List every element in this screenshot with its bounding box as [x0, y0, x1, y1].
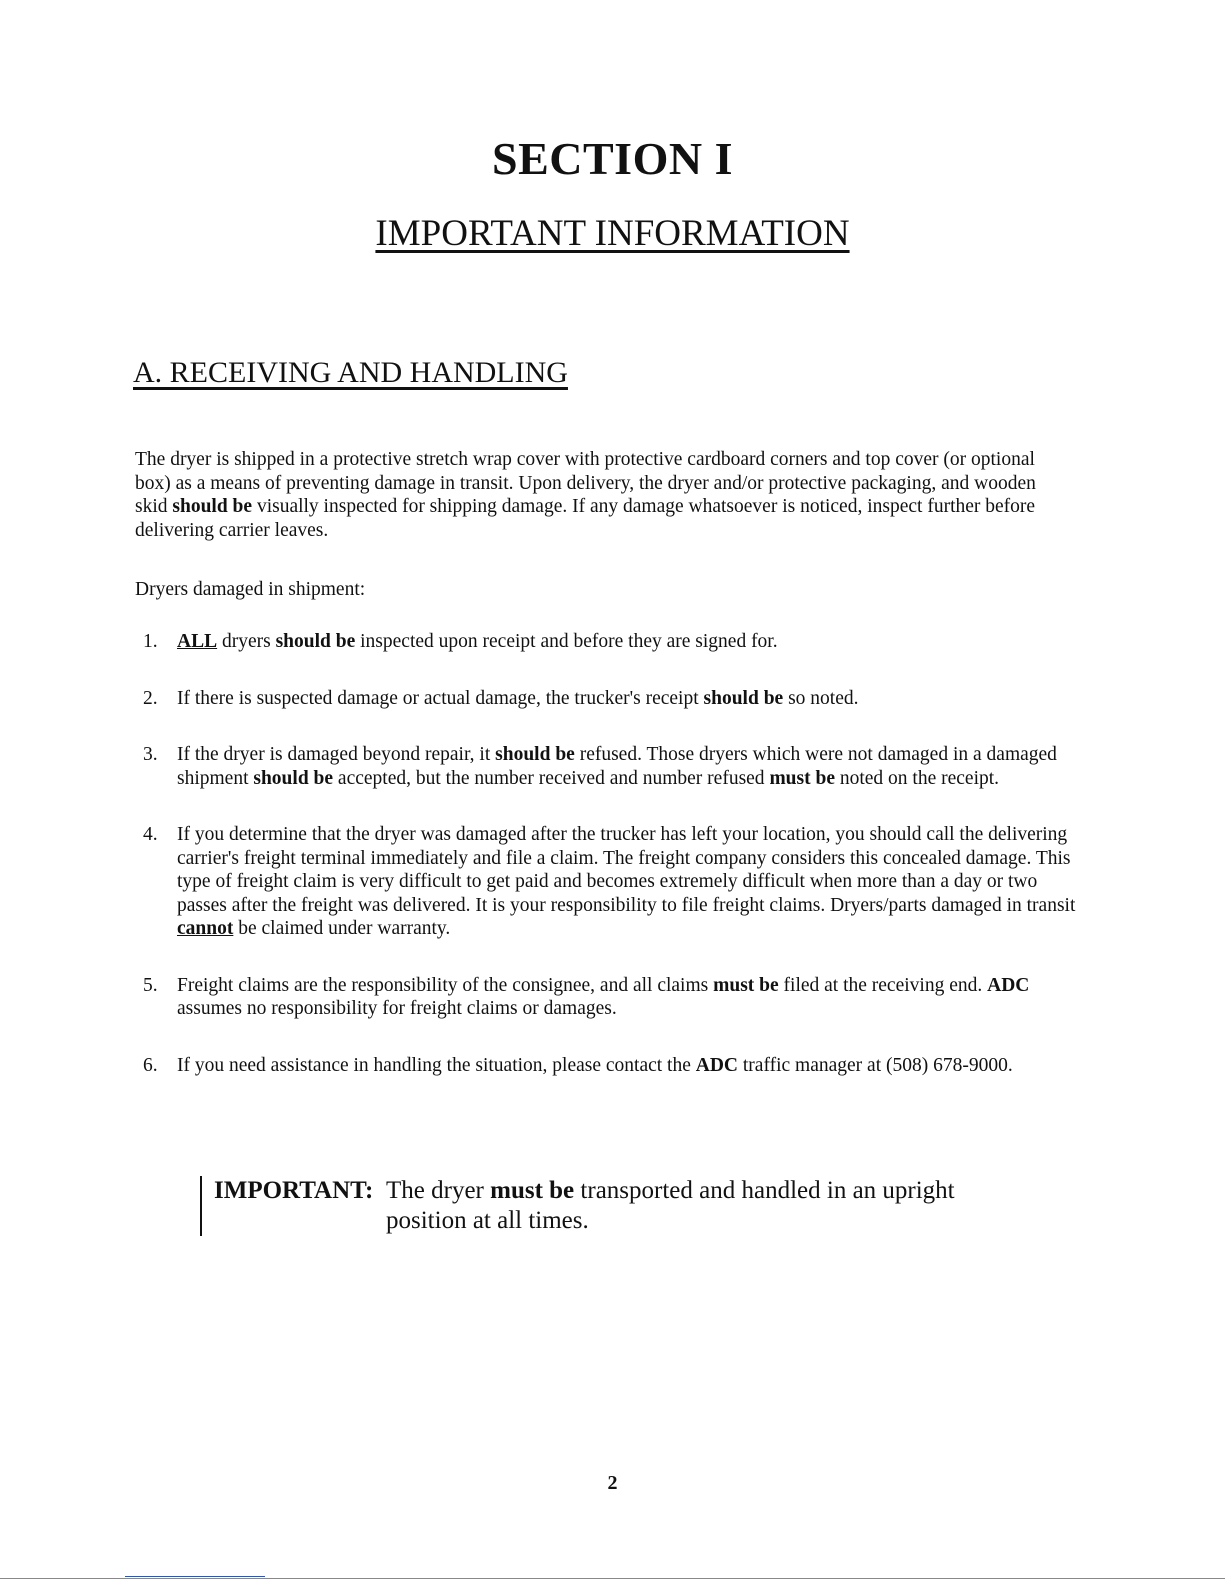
item-text-part: If the dryer is damaged beyond repair, it — [177, 744, 496, 765]
item-emphasis: should be — [253, 767, 334, 789]
item-emphasis: should be — [275, 631, 356, 652]
item-emphasis: ALL — [177, 631, 218, 652]
item-text — [177, 687, 1078, 711]
page-bottom-rule — [0, 1578, 1225, 1579]
item-text-part: Freight claims are the responsibility of the consignee, and all claims — [177, 974, 714, 996]
list-item-6 — [143, 1054, 1078, 1078]
item-text-part: If there is suspected damage or actual damage, the trucker's receipt — [177, 687, 704, 709]
notice-text-part: transported and handled in an upright position at all times. — [386, 1177, 955, 1234]
item-text-part: assumes no responsibility for freight claims or damages. — [177, 998, 617, 1019]
page-bottom-mark — [125, 1576, 265, 1577]
item-text-part: dryers — [217, 631, 276, 652]
item-text-part: accepted, but the number received and number refused — [333, 767, 770, 789]
list-item-2 — [143, 687, 1078, 711]
item-text-part: inspected upon receipt and before they are signed for. — [355, 631, 778, 652]
list-item-4 — [143, 823, 1078, 941]
item-text — [177, 743, 1078, 790]
intro-paragraph — [135, 448, 1070, 542]
item-emphasis: must be — [769, 767, 835, 789]
item-number: 1. — [143, 631, 158, 652]
item-text-part: noted on the receipt. — [834, 767, 1000, 789]
item-number: 5. — [143, 974, 158, 996]
item-number: 2. — [143, 687, 158, 709]
item-text — [177, 630, 1078, 654]
item-text-part: filed at the receiving end. — [778, 974, 988, 996]
list-item-1 — [143, 630, 1078, 654]
section-heading: A. RECEIVING AND HANDLING — [133, 356, 568, 389]
list-lead: Dryers damaged in shipment: — [135, 579, 366, 600]
item-text-part: If you need assistance in handling the situation, please contact the — [177, 1054, 696, 1076]
item-text-part: traffic manager at (508) 678-9000. — [738, 1054, 1013, 1076]
item-emphasis: should be — [495, 744, 575, 765]
item-text — [177, 823, 1078, 941]
list-item-5 — [143, 974, 1078, 1021]
notice-label: IMPORTANT: — [214, 1177, 374, 1204]
item-number: 3. — [143, 744, 158, 765]
damage-procedure-list — [143, 630, 1078, 1110]
item-text-part: so noted. — [783, 687, 859, 709]
item-text — [177, 974, 1078, 1021]
item-emphasis: must be — [713, 974, 779, 996]
page-title: SECTION I — [492, 133, 733, 184]
item-emphasis: ADC — [695, 1054, 739, 1076]
item-text-part: If you determine that the dryer was damaged after the trucker has left your location, you should call the delivering carrier's freight terminal immediately and file a claim. The freight company considers this concealed damage. This type of freight claim is very difficult to get paid and becomes extremely difficult when more than a day or two passes after the freight was delivered. It is your responsibility to file freight claims. Dryers/parts damaged in transit — [177, 824, 1076, 916]
intro-emphasis: should be — [172, 496, 253, 517]
item-number: 4. — [143, 824, 158, 845]
item-text-part: be claimed under warranty. — [233, 918, 451, 939]
item-emphasis: ADC — [987, 974, 1030, 996]
page-number: 2 — [607, 1472, 618, 1494]
list-item-3 — [143, 743, 1078, 790]
item-text-part: refused. Those dryers which were not damaged in a damaged shipment — [177, 744, 1057, 789]
page-subtitle: IMPORTANT INFORMATION — [375, 213, 850, 254]
item-number: 6. — [143, 1054, 158, 1076]
item-emphasis: cannot — [177, 918, 234, 939]
notice-text — [386, 1176, 1016, 1236]
notice-emphasis: must be — [490, 1177, 575, 1204]
intro-text-end: visually inspected for shipping damage. If any damage whatsoever is noticed, inspect further before delivering carrier leaves. — [135, 496, 1036, 541]
important-notice — [200, 1176, 1094, 1236]
item-text — [177, 1054, 1078, 1078]
intro-text-start: The dryer is shipped in a protective stretch wrap cover with protective cardboard corners and top cover (or optional box) as a means of preventing damage in transit. Upon delivery, the dryer and/or protective packaging, and wooden skid — [135, 449, 1036, 517]
notice-text-part: The dryer — [386, 1177, 491, 1204]
item-emphasis: should be — [703, 687, 784, 709]
